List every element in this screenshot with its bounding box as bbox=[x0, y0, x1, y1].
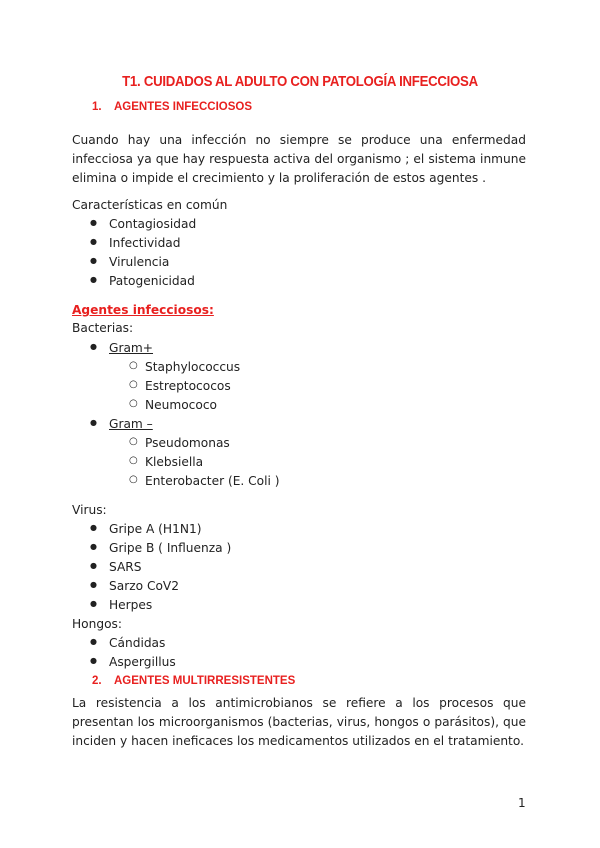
virus-item: ● Sarzo CoV2 bbox=[109, 579, 179, 593]
bacteria-item: ○ Staphylococcus bbox=[145, 360, 240, 374]
common-characteristics-label: Características en común bbox=[72, 198, 228, 212]
virus-label: Virus: bbox=[72, 503, 107, 517]
bacteria-item: ○ Klebsiella bbox=[145, 455, 203, 469]
bacteria-item: ○ Pseudomonas bbox=[145, 436, 230, 450]
document-title: T1. CUIDADOS AL ADULTO CON PATOLOGÍA INFECCIOSA bbox=[122, 73, 478, 90]
section-1-title: AGENTES INFECCIOSOS bbox=[114, 101, 253, 113]
section-2-number: 2. bbox=[92, 675, 102, 687]
bacteria-item: ○ Estreptococos bbox=[145, 379, 231, 393]
fungi-item: ● Aspergillus bbox=[109, 655, 176, 669]
section-2-text: La resistencia a los antimicrobianos se refiere a los procesos que presentan los microorganismos (bacterias, virus, hongos o parásitos), que inciden y hacen ineficaces los medicamentos utilizados en el tratamiento. bbox=[72, 696, 526, 749]
section-1-intro: Cuando hay una infección no siempre se produce una enfermedad infecciosa ya que hay respuesta activa del organismo ; el sistema inmune elimina o impide el crecimiento y la proliferación de estos agentes . bbox=[72, 133, 526, 186]
gram-positive-label: ● Gram+ bbox=[109, 341, 153, 355]
bacteria-item: ○ Enterobacter (E. Coli ) bbox=[145, 474, 280, 488]
fungi-label: Hongos: bbox=[72, 617, 122, 631]
common-item: ● Virulencia bbox=[109, 255, 169, 269]
section-1-number: 1. bbox=[92, 101, 102, 113]
common-item: ● Contagiosidad bbox=[109, 217, 196, 231]
virus-item: ● Gripe B ( Influenza ) bbox=[109, 541, 231, 555]
common-item: ● Infectividad bbox=[109, 236, 181, 250]
agents-subheading: Agentes infecciosos: bbox=[72, 303, 214, 317]
common-item: ● Patogenicidad bbox=[109, 274, 195, 288]
virus-item: ● Herpes bbox=[109, 598, 152, 612]
bacteria-label: Bacterias: bbox=[72, 321, 134, 335]
virus-item: ● Gripe A (H1N1) bbox=[109, 522, 201, 536]
fungi-item: ● Cándidas bbox=[109, 636, 165, 650]
section-1-heading bbox=[92, 101, 252, 113]
bacteria-item: ○ Neumococo bbox=[145, 398, 217, 412]
gram-negative-label: ● Gram – bbox=[109, 417, 153, 431]
page-number: 1 bbox=[518, 796, 526, 810]
section-2-heading bbox=[92, 675, 295, 687]
section-2-title: AGENTES MULTIRRESISTENTES bbox=[114, 675, 296, 687]
virus-item: ● SARS bbox=[109, 560, 142, 574]
